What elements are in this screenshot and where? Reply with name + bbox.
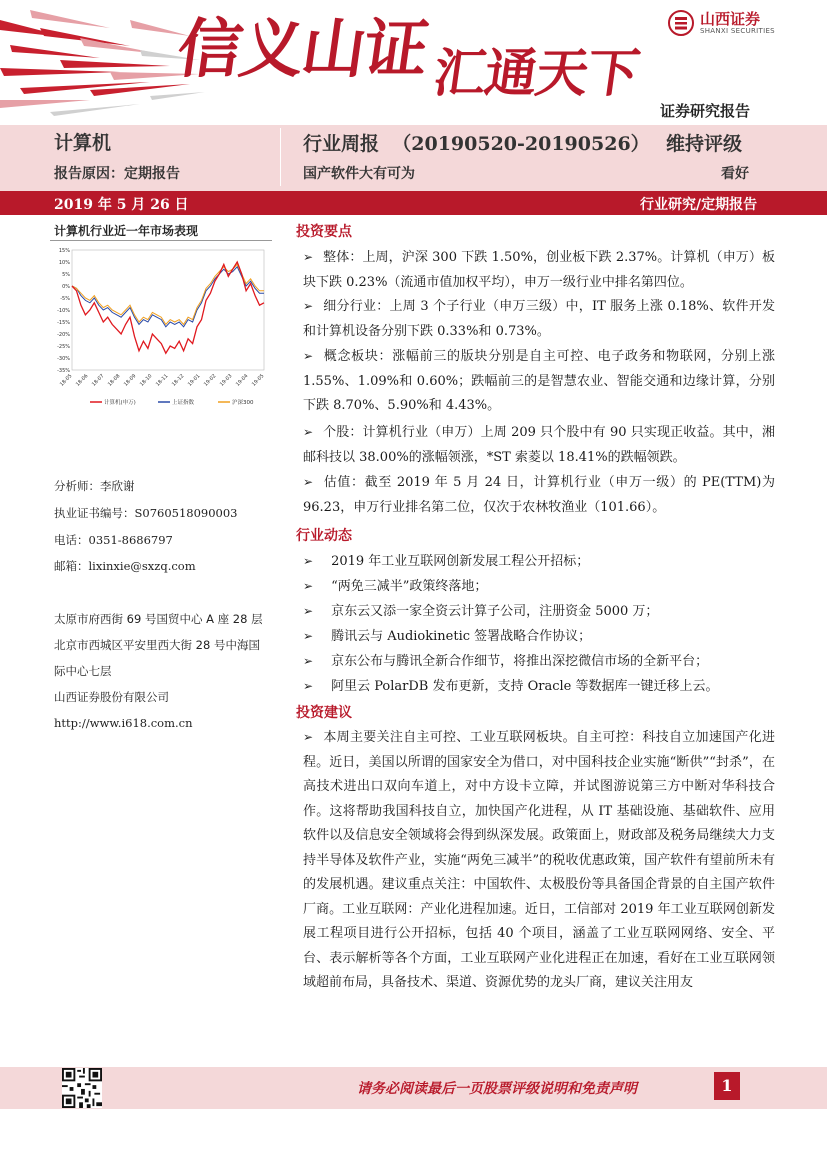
report-date-range: （20190520-20190526）	[392, 133, 650, 155]
legend-label: 上证指数	[172, 400, 195, 406]
invest-point-5: ➢ 估值：截至 2019 年 5 月 24 日，计算机行业（申万一级）的 PE(TTM)为 96.23，申万行业排名第二位，仅次于农林牧渔业（101.66）。	[303, 475, 775, 515]
chart-plot-frame	[72, 250, 264, 370]
phone-number: 0351-8686797	[88, 533, 173, 547]
report-reason: 报告原因：定期报告	[54, 166, 180, 182]
news-item-2: ➢ “两免三减半”政策终落地；	[303, 579, 488, 594]
y-tick-label: -10%	[57, 308, 70, 314]
news-item-4: ➢ 腾讯云与 Audiokinetic 签署战略合作协议；	[303, 629, 592, 644]
investment-suggestion-text: ➢ 本周主要关注自主可控、工业互联网板块。自主可控：科技自立加速国产化进程。近日，美国以所谓的国家安全为借口，对中国科技企业实施“断供”“封杀”，在高技术进出口双向车道上，对中方设卡立障，并试图游说第三方中断对华科技合作。这将帮助我国科技自立，加快国产化进程，从 IT 基础设施、基础软件、应用软件以及信息安全领域将会得到纵深发展。政策面上，财政部及税务局继续大力支持半导体及软件产业，实施“两免三减半”的税收优惠政策，国产软件有望前所未有的发展机遇。建议重点关注：中国软件、太极股份等具备国企背景的自主国产软件厂商。工业互联网：产业化进程加速。近日，工信部对 2019 年工业互联网创新发展工程项目进行公开招标，包括 40 个项目，涵盖了工业互联网网络、安全、平台、表示解析等各个方面，工业互联网产业化进程正在加速，看好在工业互联网领域超前布局，具备技术、渠道、资源优势的龙头厂商，建议关注用友	[303, 730, 775, 990]
address-beijing-2: 际中心七层	[54, 664, 112, 678]
brand-name-en: SHANXI SECURITIES	[700, 27, 775, 35]
y-tick-label: -30%	[57, 356, 70, 362]
email-link[interactable]: lixinxie@sxzq.com	[88, 559, 196, 573]
report-date: 2019 年 5 月 26 日	[54, 197, 189, 213]
invest-point-1: ➢ 整体：上周，沪深 300 下跌 1.50%，创业板下跌 2.37%。计算机（申万）板块下跌 0.23%（流通市值加权平均），申万一级行业中排名第四位。	[303, 250, 775, 290]
x-tick-label: 19-03	[218, 373, 234, 388]
arrow-bullet-icon: ➢	[303, 349, 314, 363]
report-subtitle: 国产软件大有可为	[303, 166, 415, 182]
company-name: 山西证券股份有限公司	[54, 690, 169, 704]
x-tick-label: 18-12	[170, 373, 186, 388]
section-heading-invest-points: 投资要点	[296, 224, 352, 240]
band-divider	[280, 128, 281, 186]
legend-label: 计算机(申万)	[104, 400, 136, 406]
invest-point-2: ➢ 细分行业：上周 3 个子行业（申万三级）中，IT 服务上涨 0.18%、软件开发和计算机设备分别下跌 0.33%和 0.73%。	[303, 299, 775, 339]
qr-code-icon[interactable]	[62, 1068, 102, 1108]
arrow-bullet-icon: ➢	[303, 679, 314, 693]
analyst-line	[54, 478, 135, 494]
invest-point-4: ➢ 个股：计算机行业（申万）上周 209 只个股中有 90 只实现正收益。其中，湘邮科技以 38.00%的涨幅领涨，*ST 索菱以 18.41%的跌幅领跌。	[303, 425, 775, 465]
page-number: 1	[714, 1072, 740, 1100]
y-tick-label: 10%	[58, 260, 70, 266]
news-item-3: ➢ 京东云又添一家全资云计算子公司，注册资金 5000 万；	[303, 604, 659, 619]
news-item-5: ➢ 京东公布与腾讯全新合作细节，将推出深挖微信市场的全新平台；	[303, 654, 709, 669]
slogan-part2: 汇通天下	[429, 43, 643, 104]
market-performance-chart	[50, 244, 272, 412]
report-category: 行业研究/定期报告	[640, 197, 758, 213]
report-type: 证券研究报告	[660, 102, 751, 120]
y-tick-label: -35%	[57, 368, 70, 374]
y-tick-label: -20%	[57, 332, 70, 338]
arrow-bullet-icon: ➢	[303, 554, 314, 568]
website-link[interactable]: http://www.i618.com.cn	[54, 716, 193, 730]
arrow-bullet-icon: ➢	[303, 730, 314, 744]
header-banner	[0, 0, 827, 125]
license-label: 执业证书编号：	[54, 506, 135, 520]
arrow-bullet-icon: ➢	[303, 250, 314, 264]
x-tick-label: 18-11	[154, 373, 170, 388]
brand-name-cn: 山西证券	[700, 10, 761, 28]
rating-outlook: 看好	[721, 166, 749, 182]
x-tick-label: 19-01	[186, 373, 202, 388]
address-beijing-1: 北京市西城区平安里西大街 28 号中海国	[54, 638, 260, 652]
arrow-bullet-icon: ➢	[303, 579, 314, 593]
x-tick-label: 18-08	[106, 373, 122, 388]
disclaimer-notice: 请务必阅读最后一页股票评级说明和免责声明	[357, 1081, 637, 1097]
y-tick-label: -5%	[60, 296, 70, 302]
phone-label: 电话：	[54, 533, 89, 547]
email-label: 邮箱：	[54, 559, 89, 573]
arrow-bullet-icon: ➢	[303, 604, 314, 618]
section-heading-industry-news: 行业动态	[296, 528, 352, 544]
slogan-part1: 信义山证	[172, 12, 432, 87]
chart-title: 计算机行业近一年市场表现	[54, 224, 199, 238]
shanxi-securities-logo-icon	[668, 10, 694, 36]
analyst-name: 李欣谢	[100, 479, 135, 493]
arrow-bullet-icon: ➢	[303, 425, 314, 439]
rating: 维持评级	[666, 133, 743, 155]
news-item-6: ➢ 阿里云 PolarDB 发布更新，支持 Oracle 等数据库一键迁移上云。	[303, 679, 719, 694]
arrow-bullet-icon: ➢	[303, 629, 314, 643]
legend-label: 沪深300	[232, 400, 254, 406]
x-tick-label: 19-04	[234, 373, 250, 388]
x-tick-label: 19-05	[250, 373, 266, 388]
y-tick-label: -25%	[57, 344, 70, 350]
y-tick-label: 0%	[62, 284, 70, 290]
section-heading-suggestion: 投资建议	[296, 705, 352, 721]
x-tick-label: 18-10	[138, 373, 154, 388]
analyst-label: 分析师：	[54, 479, 100, 493]
brand-logo	[668, 8, 818, 42]
y-tick-label: 15%	[58, 248, 70, 254]
phone-line	[54, 532, 173, 548]
sector-name: 计算机	[54, 132, 112, 154]
y-tick-label: -15%	[57, 320, 70, 326]
arrow-bullet-icon: ➢	[303, 299, 314, 313]
x-tick-label: 18-07	[90, 373, 106, 388]
arrow-bullet-icon: ➢	[303, 475, 314, 489]
license-line	[54, 505, 238, 521]
arrow-bullet-icon: ➢	[303, 654, 314, 668]
invest-point-3: ➢ 概念板块：涨幅前三的版块分别是自主可控、电子政务和物联网，分别上涨 1.55%、1.09%和 0.60%；跌幅前三的是智慧农业、智能交通和边缘计算，分别下跌 8.70%、5.90%和 4.43%。	[303, 349, 775, 413]
y-tick-label: 5%	[62, 272, 70, 278]
x-tick-label: 19-02	[202, 373, 218, 388]
news-item-1: ➢ 2019 年工业互联网创新发展工程公开招标；	[303, 554, 590, 569]
x-tick-label: 18-05	[58, 373, 74, 388]
email-line	[54, 558, 196, 574]
report-name: 行业周报	[303, 133, 380, 155]
license-number: S0760518090003	[134, 506, 238, 520]
address-taiyuan: 太原市府西街 69 号国贸中心 A 座 28 层	[54, 612, 263, 626]
report-title	[303, 129, 650, 156]
chart-title-rule	[50, 240, 272, 241]
x-tick-label: 18-09	[122, 373, 138, 388]
x-tick-label: 18-06	[74, 373, 90, 388]
